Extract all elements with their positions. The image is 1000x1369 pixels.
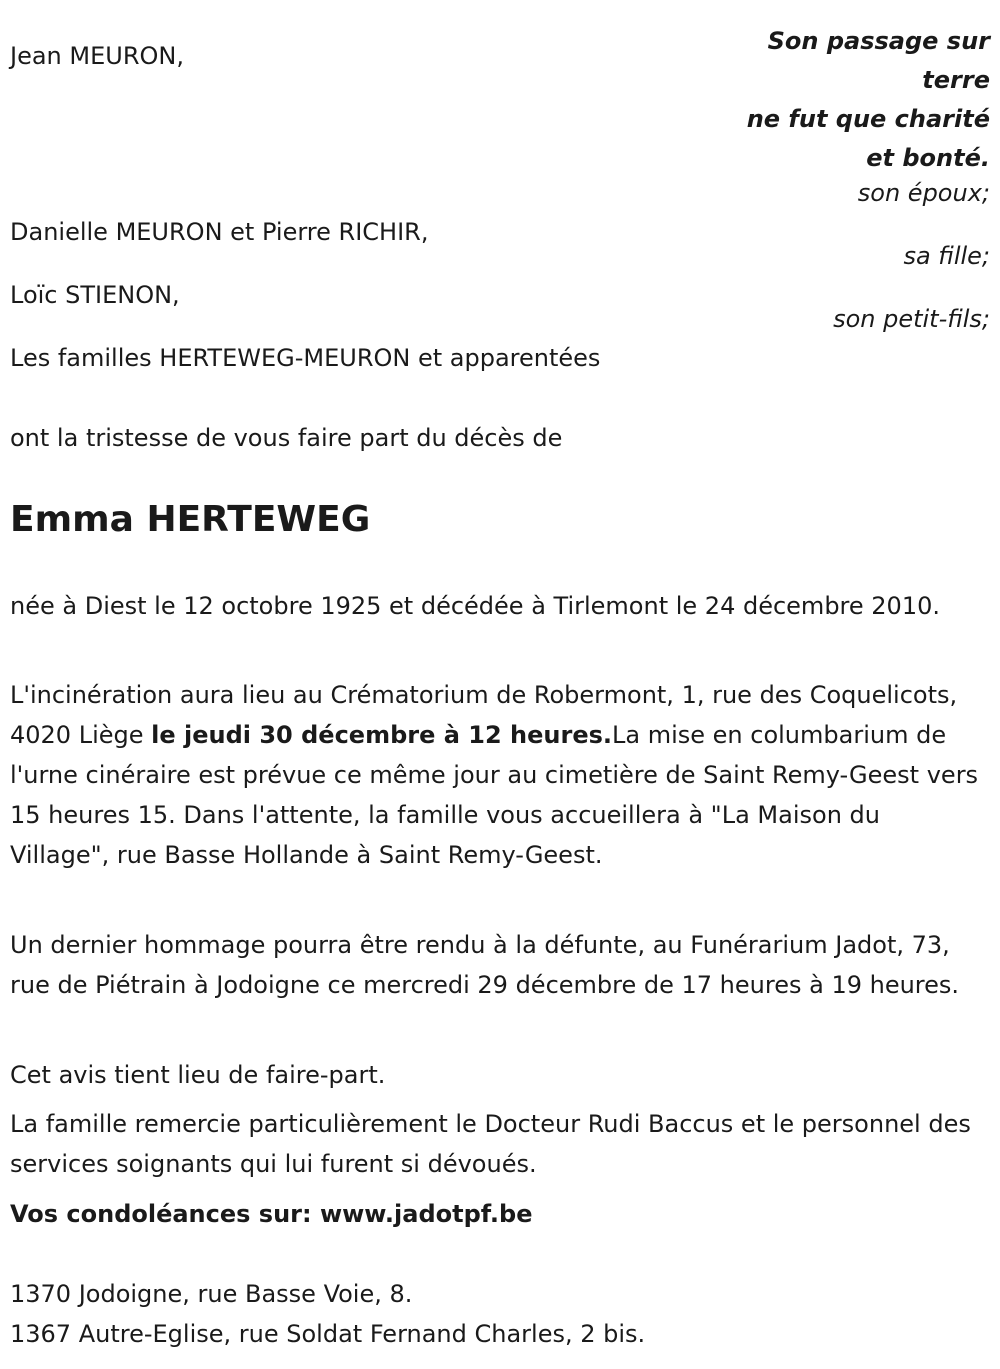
cremation-paragraph xyxy=(10,675,980,875)
columbarium-text: La mise en columbarium de l'urne cinéraire est prévue ce même jour au cimetière de Saint Remy-Geest vers 15 heures 15. Dans l'attente, la famille vous accueillera à "La Maison du Village", rue Basse Hollande à Saint Remy-Geest. xyxy=(10,721,979,869)
address-autre-eglise: 1367 Autre-Eglise, rue Soldat Fernand Charles, 2 bis. xyxy=(10,1320,646,1348)
announcement-line: ont la tristesse de vous faire part du décès de xyxy=(10,424,563,452)
notice-line: Cet avis tient lieu de faire-part. xyxy=(10,1061,386,1089)
cremation-date: le jeudi 30 décembre à 12 heures. xyxy=(151,721,612,749)
families-line: Les familles HERTEWEG-MEURON et apparentées xyxy=(10,344,601,372)
quote-line: ne fut que charité xyxy=(746,105,990,133)
homage-paragraph: Un dernier hommage pourra être rendu à la défunte, au Funérarium Jadot, 73, rue de Piétrain à Jodoigne ce mercredi 29 décembre de 17 heures à 19 heures. xyxy=(10,931,960,999)
relation-daughter: sa fille; xyxy=(903,242,990,270)
relation-grandson: son petit-fils; xyxy=(833,305,990,333)
quote-line: Son passage sur xyxy=(767,27,990,55)
cremation-text: L'incinération aura lieu au Crématorium de Robermont, 1, rue des Coquelicots, 4020 Liège xyxy=(10,681,958,749)
deceased-name: Emma HERTEWEG xyxy=(10,499,371,540)
family-member-jean: Jean MEURON, xyxy=(10,42,184,70)
address-jodoigne: 1370 Jodoigne, rue Basse Voie, 8. xyxy=(10,1280,413,1308)
relation-spouse: son époux; xyxy=(857,179,990,207)
birth-death-paragraph: née à Diest le 12 octobre 1925 et décédée à Tirlemont le 24 décembre 2010. xyxy=(10,592,940,620)
family-member-loic: Loïc STIENON, xyxy=(10,281,180,309)
epitaph-quote xyxy=(730,22,990,178)
thanks-paragraph: La famille remercie particulièrement le Docteur Rudi Baccus et le personnel des services soignants qui lui furent si dévoués. xyxy=(10,1110,971,1178)
family-member-danielle: Danielle MEURON et Pierre RICHIR, xyxy=(10,218,429,246)
condolences-line: Vos condoléances sur: www.jadotpf.be xyxy=(10,1200,533,1228)
quote-line: terre xyxy=(922,66,990,94)
quote-line: et bonté. xyxy=(866,144,990,172)
